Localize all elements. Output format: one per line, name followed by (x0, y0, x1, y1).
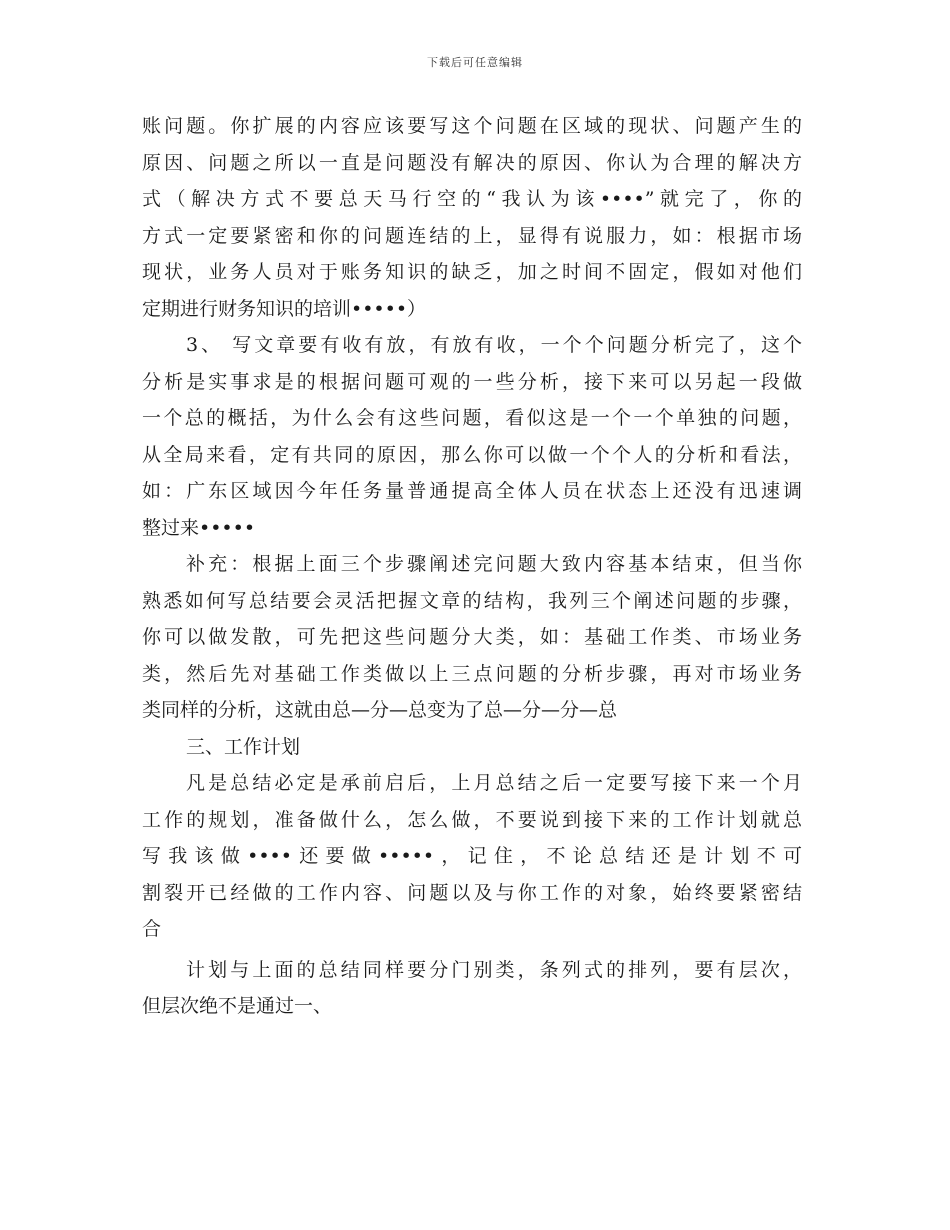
text-line: 但层次绝不是通过一、 (142, 995, 333, 1017)
document-body (142, 108, 802, 1025)
text-line: 补充：根据上面三个步骤阐述完问题大致内容基本结束，但当你 (186, 553, 802, 575)
text-line: 写我该做••••还要做•••••，记住，不论总结还是计划不可 (142, 845, 802, 867)
text-line: 原因、问题之所以一直是问题没有解决的原因、你认为合理的解决方 (142, 151, 802, 174)
text-line: 一个总的概括，为什么会有这些问题，看似这是一个一个单独的问题， (142, 407, 802, 429)
text-line: 账问题。你扩展的内容应该要写这个问题在区域的现状、问题产生的 (142, 115, 802, 137)
paragraph (142, 546, 802, 729)
paragraph (142, 729, 802, 766)
text-line: 整过来••••• (142, 516, 256, 539)
paragraph (142, 765, 802, 948)
text-line: 熟悉如何写总结要会灵活把握文章的结构，我列三个阐述问题的步骤， (142, 589, 802, 612)
text-line: 三、工作计划 (186, 735, 301, 758)
paragraph (142, 108, 802, 327)
text-line: 现状，业务人员对于账务知识的缺乏，加之时间不固定，假如对他们 (142, 261, 802, 283)
text-line: 割裂开已经做的工作内容、问题以及与你工作的对象，始终要紧密结 (142, 881, 802, 904)
text-line: 定期进行财务知识的培训•••••） (142, 297, 427, 320)
paragraph (142, 327, 802, 546)
text-line: 从全局来看，定有共同的原因，那么你可以做一个个人的分析和看法， (142, 443, 802, 466)
text-line: 凡是总结必定是承前启后，上月总结之后一定要写接下来一个月 (186, 772, 802, 794)
text-line: 如：广东区域因今年任务量普通提高全体人员在状态上还没有迅速调 (142, 480, 802, 502)
page-header: 下载后可任意编辑 (427, 56, 523, 69)
text-line: 3、 写文章要有收有放，有放有收，一个个问题分析完了，这个 (186, 334, 802, 356)
text-line: 合 (142, 918, 162, 940)
text-line: 方式一定要紧密和你的问题连结的上，显得有说服力，如：根据市场 (142, 224, 802, 247)
text-line: 计划与上面的总结同样要分门别类，条列式的排列，要有层次， (186, 958, 802, 981)
text-line: 类同样的分析，这就由总—分—总变为了总—分—分—总 (142, 699, 618, 721)
text-line: 工作的规划，准备做什么，怎么做，不要说到接下来的工作计划就总 (142, 808, 802, 831)
text-line: 分析是实事求是的根据问题可观的一些分析，接下来可以另起一段做 (142, 370, 802, 393)
text-line: 式（解决方式不要总天马行空的“我认为该••••”就完了，你的 (142, 188, 802, 210)
paragraph (142, 952, 802, 1025)
text-line: 你可以做发散，可先把这些问题分大类，如：基础工作类、市场业务 (142, 626, 802, 648)
text-line: 类，然后先对基础工作类做以上三点问题的分析步骤，再对市场业务 (142, 662, 802, 685)
